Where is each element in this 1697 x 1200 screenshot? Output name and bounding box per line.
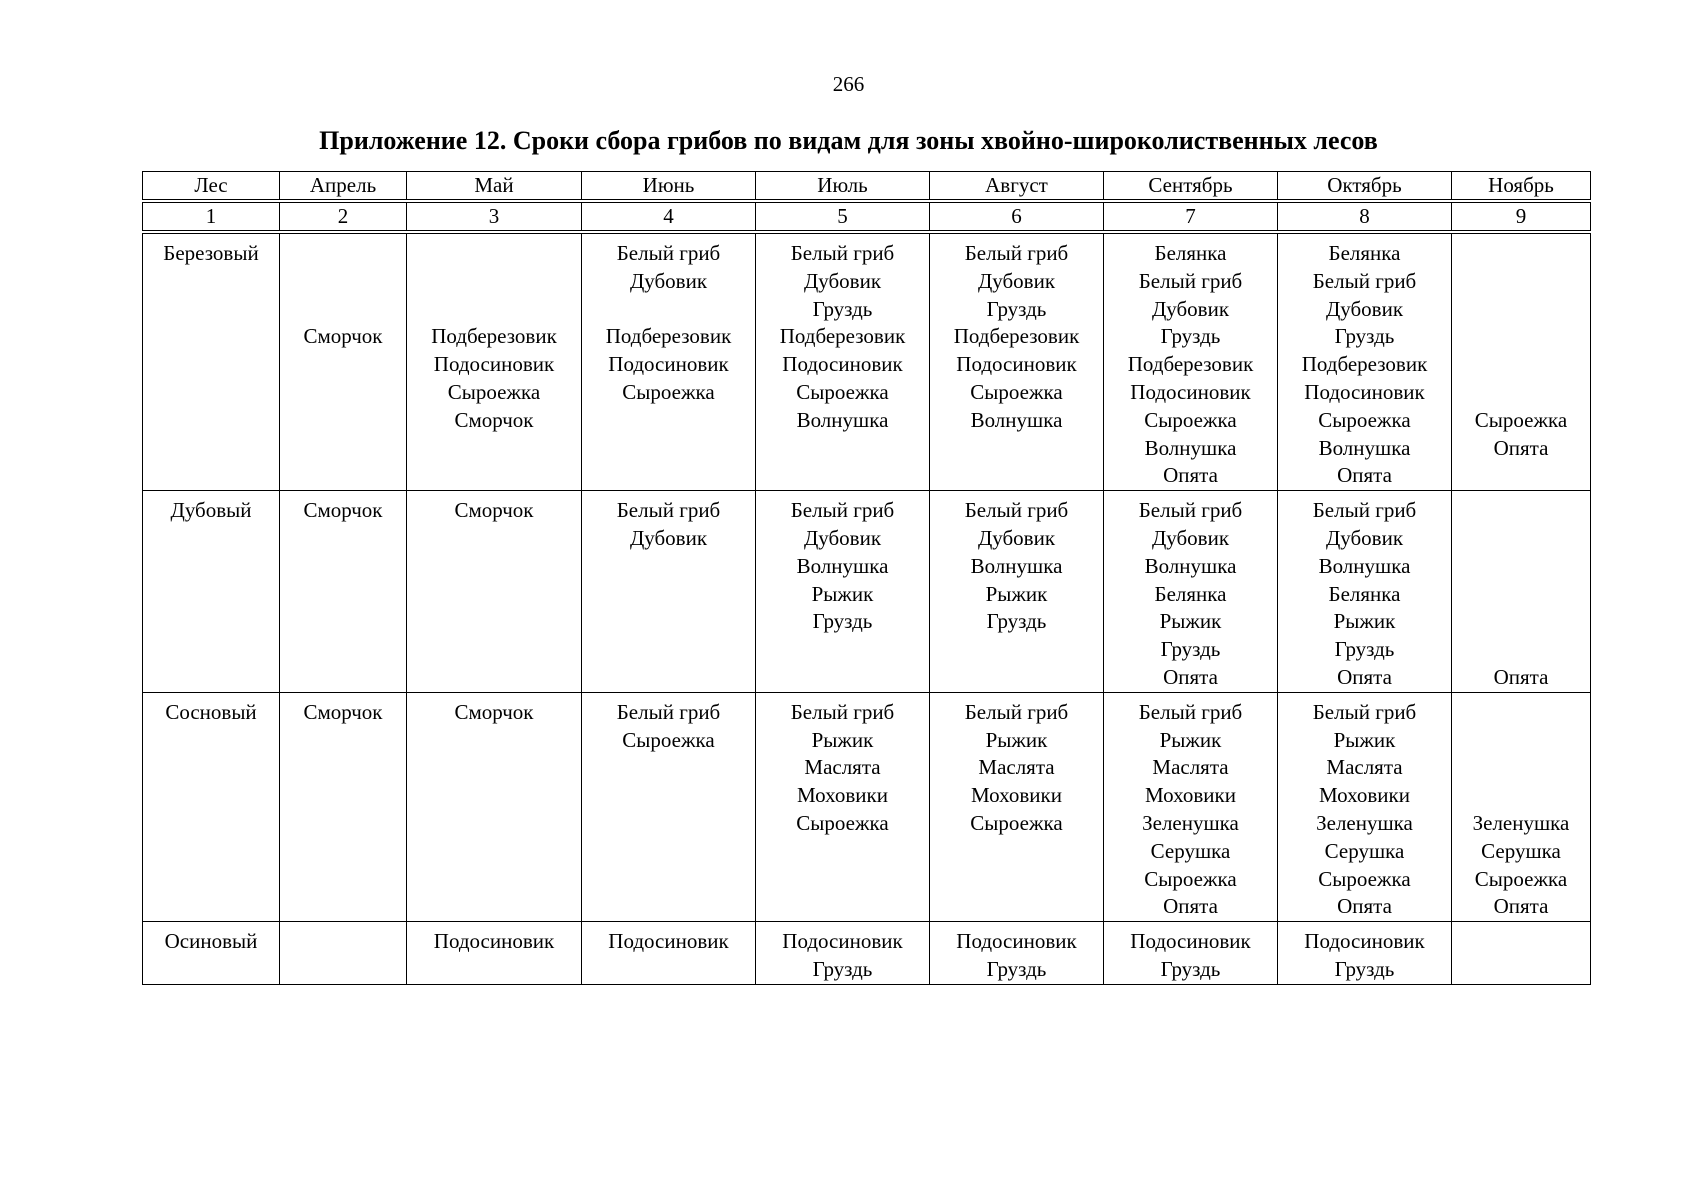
mushroom-name: Волнушка (1318, 435, 1411, 460)
mushroom-name: Зеленушка (1142, 810, 1239, 835)
mushroom-name: Серушка (1150, 838, 1231, 863)
mushroom-name: Груздь (1160, 637, 1221, 662)
table-row (143, 922, 1591, 985)
table-row (143, 692, 1591, 921)
mushroom-name: Опята (1337, 664, 1392, 689)
mushroom-name (1454, 636, 1588, 664)
mushroom-name: Сыроежка (447, 379, 541, 404)
mushroom-name: Груздь (812, 296, 873, 321)
mushroom-name: Сыроежка (1318, 407, 1411, 432)
page-number: 266 (832, 72, 865, 96)
mushroom-name (1454, 351, 1588, 379)
mushroom-name: Сыроежка (1474, 407, 1568, 432)
mushroom-name: Рыжик (1333, 727, 1396, 752)
mushroom-name: Подберезовик (605, 324, 732, 349)
mushroom-name: Сморчок (454, 498, 534, 523)
mushroom-name: Опята (1163, 463, 1218, 488)
mushroom-name: Сыроежка (622, 379, 715, 404)
mushroom-name: Рыжик (811, 727, 874, 752)
column-number: 2 (280, 201, 407, 232)
mushroom-name (1454, 581, 1588, 609)
mushroom-name: Дубовик (977, 525, 1056, 550)
mushroom-name (282, 296, 404, 324)
mushroom-name: Груздь (1160, 956, 1221, 981)
column-header: Август (930, 172, 1104, 202)
mushroom-name: Белый гриб (1312, 699, 1417, 724)
mushroom-name: Подосиновик (956, 929, 1077, 954)
mushroom-name: Опята (1493, 435, 1549, 460)
mushroom-name (409, 240, 579, 268)
mushroom-name: Опята (1163, 664, 1218, 689)
mushroom-name: Белянка (1154, 241, 1227, 265)
table-row (143, 232, 1591, 491)
mushroom-name: Серушка (1324, 838, 1405, 863)
month-cell (1278, 491, 1452, 693)
mushroom-name: Рыжик (1159, 727, 1222, 752)
mushroom-name: Сыроежка (1474, 866, 1568, 891)
mushroom-name: Белый гриб (1138, 268, 1243, 293)
month-cell (582, 922, 756, 985)
month-cell (930, 232, 1104, 491)
month-cell (582, 491, 756, 693)
mushroom-name: Волнушка (796, 407, 889, 432)
mushroom-name (1454, 782, 1588, 810)
column-header: Июнь (582, 172, 756, 202)
month-cell (280, 692, 407, 921)
mushroom-name (409, 268, 579, 296)
mushroom-name: Сыроежка (1144, 866, 1237, 891)
mushroom-name: Подосиновик (956, 352, 1077, 377)
month-cell (1452, 232, 1591, 491)
number-row (143, 201, 1591, 232)
mushroom-name (1454, 497, 1588, 525)
column-number: 4 (582, 201, 756, 232)
mushroom-name: Сморчок (303, 498, 383, 523)
mushroom-name: Сыроежка (970, 379, 1063, 404)
column-number: 5 (756, 201, 930, 232)
mushroom-name: Белый гриб (616, 699, 721, 724)
mushroom-name: Сморчок (454, 407, 534, 432)
mushroom-name: Дубовик (1151, 296, 1230, 321)
mushroom-name: Дубовик (1151, 525, 1230, 550)
mushroom-name: Моховики (1319, 783, 1410, 808)
month-cell (930, 922, 1104, 985)
column-header: Апрель (280, 172, 407, 202)
mushroom-name (1454, 240, 1588, 268)
month-cell (407, 922, 582, 985)
mushroom-name: Белянка (1328, 241, 1401, 265)
mushroom-name (1454, 296, 1588, 324)
forest-cell (143, 491, 280, 693)
mushroom-name: Дубовик (1325, 525, 1404, 550)
month-cell (756, 491, 930, 693)
header-row (143, 172, 1591, 202)
mushroom-name: Груздь (1160, 324, 1221, 349)
forest-cell (143, 692, 280, 921)
mushroom-name: Груздь (1334, 637, 1395, 662)
mushroom-name: Моховики (1145, 783, 1236, 808)
month-cell (1452, 922, 1591, 985)
mushroom-name: Серушка (1481, 838, 1561, 863)
mushroom-name: Зеленушка (1472, 810, 1570, 835)
mushroom-name: Подберезовик (1127, 352, 1254, 377)
mushroom-table (142, 171, 1591, 985)
column-header: Май (407, 172, 582, 202)
month-cell (1278, 692, 1452, 921)
page-title: Приложение 12. Сроки сбора грибов по видам для зоны хвойно-широколиственных лесов (319, 126, 1378, 155)
mushroom-name: Волнушка (1144, 435, 1237, 460)
column-number: 7 (1104, 201, 1278, 232)
month-cell (280, 232, 407, 491)
table-body (143, 232, 1591, 984)
mushroom-name: Подосиновик (1130, 929, 1251, 954)
mushroom-name: Подосиновик (782, 352, 903, 377)
mushroom-name: Груздь (812, 956, 873, 981)
month-cell (582, 232, 756, 491)
mushroom-name: Белянка (1154, 581, 1227, 606)
mushroom-name: Моховики (971, 783, 1062, 808)
mushroom-name: Подберезовик (953, 324, 1080, 349)
mushroom-name: Груздь (1334, 956, 1395, 981)
mushroom-name: Рыжик (1333, 609, 1396, 634)
mushroom-name: Опята (1337, 894, 1392, 919)
mushroom-name: Сыроежка (970, 810, 1063, 835)
forest-cell (143, 232, 280, 491)
forest-cell (143, 922, 280, 985)
column-number: 3 (407, 201, 582, 232)
column-number: 1 (143, 201, 280, 232)
month-cell (1104, 491, 1278, 693)
mushroom-name (282, 268, 404, 296)
mushroom-name (1454, 699, 1588, 727)
mushroom-name: Рыжик (1159, 609, 1222, 634)
month-cell (756, 232, 930, 491)
mushroom-name: Волнушка (796, 553, 889, 578)
mushroom-name: Подосиновик (433, 929, 555, 954)
mushroom-name: Дубовик (629, 525, 708, 550)
month-cell (930, 491, 1104, 693)
mushroom-name: Дубовик (803, 268, 882, 293)
month-cell (1104, 692, 1278, 921)
mushroom-name: Белый гриб (790, 498, 895, 523)
column-header: Июль (756, 172, 930, 202)
mushroom-name: Белый гриб (616, 241, 721, 265)
month-cell (1452, 491, 1591, 693)
mushroom-name: Подберезовик (431, 324, 557, 349)
mushroom-name: Белый гриб (1138, 498, 1243, 523)
mushroom-name (1454, 525, 1588, 553)
mushroom-name: Дубовик (1325, 296, 1404, 321)
mushroom-name: Подосиновик (608, 352, 729, 377)
month-cell (407, 232, 582, 491)
mushroom-name: Подосиновик (1304, 379, 1425, 404)
month-cell (1104, 922, 1278, 985)
month-cell (1452, 692, 1591, 921)
mushroom-name: Волнушка (970, 553, 1063, 578)
mushroom-name (1454, 727, 1588, 755)
mushroom-name: Подосиновик (608, 929, 729, 954)
forest-name: Сосновый (165, 699, 257, 724)
mushroom-name: Сыроежка (796, 810, 889, 835)
mushroom-name: Моховики (797, 783, 888, 808)
mushroom-name: Зеленушка (1316, 810, 1413, 835)
mushroom-name: Подберезовик (779, 324, 906, 349)
month-cell (407, 692, 582, 921)
mushroom-name: Дубовик (629, 268, 708, 293)
mushroom-name: Сыроежка (1144, 407, 1237, 432)
mushroom-name: Маслята (1326, 755, 1403, 780)
month-cell (756, 692, 930, 921)
mushroom-name: Дубовик (803, 525, 882, 550)
mushroom-name: Белый гриб (790, 699, 895, 724)
mushroom-name (1454, 379, 1588, 407)
mushroom-name: Белянка (1328, 581, 1401, 606)
mushroom-name (409, 296, 579, 324)
month-cell (280, 491, 407, 693)
mushroom-name (1454, 553, 1588, 581)
mushroom-name: Маслята (804, 755, 881, 780)
month-cell (407, 491, 582, 693)
mushroom-name: Белый гриб (790, 241, 895, 265)
mushroom-name: Груздь (986, 296, 1047, 321)
forest-name: Осиновый (164, 929, 258, 954)
mushroom-name: Подберезовик (1301, 352, 1428, 377)
mushroom-name: Волнушка (970, 407, 1063, 432)
column-header: Ноябрь (1452, 172, 1591, 202)
column-number: 6 (930, 201, 1104, 232)
mushroom-name: Белый гриб (964, 241, 1069, 265)
month-cell (756, 922, 930, 985)
mushroom-name (1454, 323, 1588, 351)
mushroom-name: Белый гриб (616, 498, 721, 523)
mushroom-name (584, 296, 753, 324)
mushroom-name: Груздь (812, 609, 873, 634)
mushroom-name: Волнушка (1144, 553, 1237, 578)
mushroom-name: Маслята (978, 755, 1055, 780)
mushroom-name: Груздь (1334, 324, 1395, 349)
month-cell (1278, 922, 1452, 985)
mushroom-name: Опята (1337, 463, 1392, 488)
mushroom-name: Дубовик (977, 268, 1056, 293)
mushroom-name: Белый гриб (1312, 498, 1417, 523)
mushroom-name (1454, 754, 1588, 782)
mushroom-name: Рыжик (811, 581, 874, 606)
mushroom-name: Белый гриб (1138, 699, 1243, 724)
column-number: 8 (1278, 201, 1452, 232)
mushroom-name (1454, 608, 1588, 636)
mushroom-name: Груздь (986, 609, 1047, 634)
column-header: Лес (143, 172, 280, 202)
mushroom-name: Подосиновик (1130, 379, 1251, 404)
mushroom-name: Белый гриб (964, 498, 1069, 523)
mushroom-name (1454, 268, 1588, 296)
mushroom-name (282, 240, 404, 268)
month-cell (1278, 232, 1452, 491)
column-number: 9 (1452, 201, 1591, 232)
mushroom-name: Белый гриб (964, 699, 1069, 724)
mushroom-name: Опята (1163, 894, 1218, 919)
mushroom-name: Белый гриб (1312, 268, 1417, 293)
mushroom-name: Рыжик (985, 727, 1048, 752)
mushroom-name: Сыроежка (796, 379, 889, 404)
mushroom-name: Сморчок (303, 699, 383, 724)
mushroom-name: Подосиновик (1304, 929, 1425, 954)
mushroom-name: Подосиновик (433, 352, 555, 377)
month-cell (582, 692, 756, 921)
mushroom-name: Опята (1493, 664, 1549, 689)
mushroom-name: Груздь (986, 956, 1047, 981)
table-row (143, 491, 1591, 693)
month-cell (930, 692, 1104, 921)
mushroom-name: Сыроежка (1318, 866, 1411, 891)
month-cell (280, 922, 407, 985)
mushroom-name: Сыроежка (622, 727, 715, 752)
mushroom-name: Волнушка (1318, 553, 1411, 578)
mushroom-name: Сморчок (303, 324, 383, 349)
month-cell (1104, 232, 1278, 491)
forest-name: Дубовый (170, 498, 252, 523)
mushroom-name: Маслята (1152, 755, 1229, 780)
mushroom-name: Рыжик (985, 581, 1048, 606)
column-header: Сентябрь (1104, 172, 1278, 202)
mushroom-name: Подосиновик (782, 929, 903, 954)
forest-name: Березовый (163, 241, 259, 265)
mushroom-name: Сморчок (454, 699, 534, 724)
column-header: Октябрь (1278, 172, 1452, 202)
mushroom-name: Опята (1493, 894, 1549, 919)
